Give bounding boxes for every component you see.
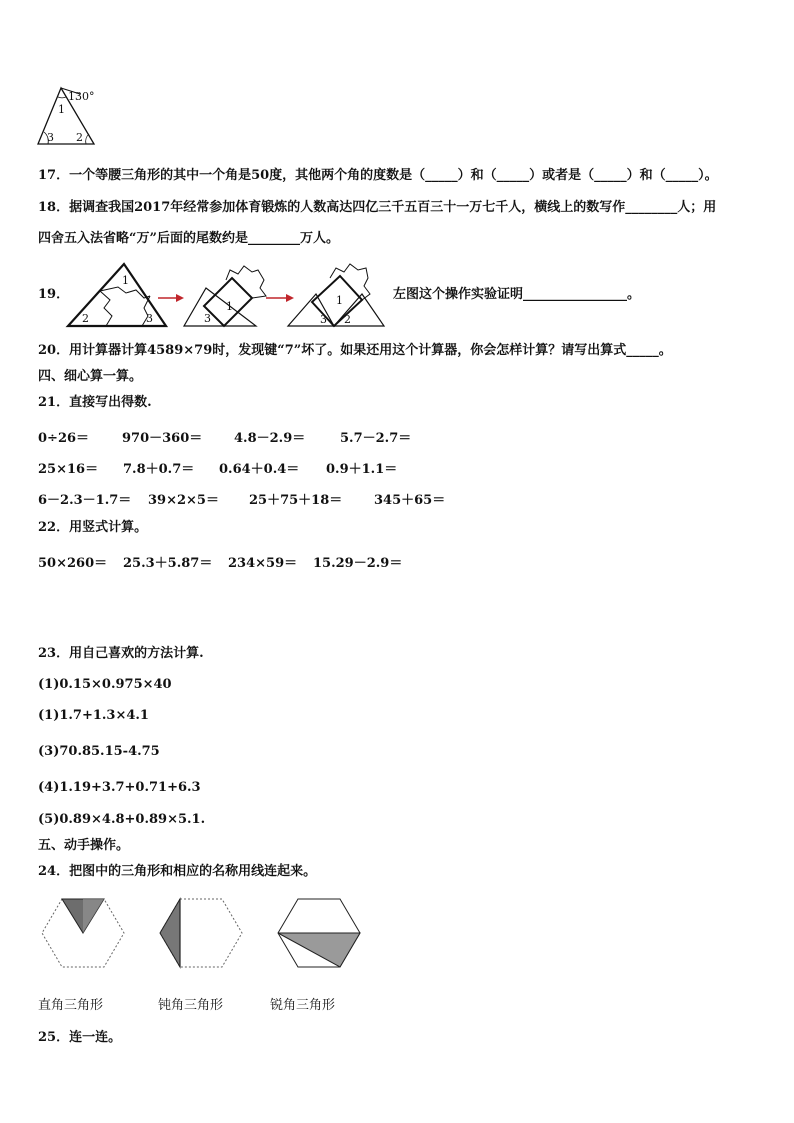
q21-item: 970－360＝ <box>122 431 203 446</box>
q21-item: 25＋75＋18＝ <box>249 493 343 508</box>
q16-angle-label: 130° <box>68 90 95 103</box>
q22-item: 15.29－2.9＝ <box>313 556 403 571</box>
q24-hexagon-2 <box>158 897 244 971</box>
q19-label-2a: 2 <box>82 312 89 325</box>
q18-line2: 四舍五入法省略“万”后面的尾数约是________万人。 <box>38 231 339 246</box>
q23-item-5: (5)0.89×4.8+0.89×5.1. <box>38 812 206 827</box>
q23-item-1: (1)0.15×0.975×40 <box>38 677 172 692</box>
q21-item: 6－2.3－1.7＝ <box>38 493 132 508</box>
q22-item: 25.3＋5.87＝ <box>123 556 213 571</box>
q19-label-1c: 1 <box>336 294 343 307</box>
q24-name-acute: 锐角三角形 <box>270 998 336 1013</box>
q20-text: 20．用计算器计算4589×79时，发现键“7”坏了。如果还用这个计算器，你会怎样计算？请写出算式_____。 <box>38 343 672 358</box>
q16-triangle-figure <box>34 84 104 148</box>
q21-item: 0.9＋1.1＝ <box>326 462 398 477</box>
q21-item: 25×16＝ <box>38 462 99 477</box>
q22-item: 234×59＝ <box>228 556 298 571</box>
q24-triangle-3 <box>278 933 360 967</box>
q18-line1: 18．据调查我国2017年经常参加体育锻炼的人数高达四亿三千五百三十一万七千人，横线上的数写作________人；用 <box>38 200 717 215</box>
q21-item: 345＋65＝ <box>374 493 446 508</box>
q24-hexagon-1 <box>40 897 126 971</box>
q24-name-right: 直角三角形 <box>38 998 104 1013</box>
q24-name-obtuse: 钝角三角形 <box>158 998 224 1013</box>
q22-title: 22．用竖式计算。 <box>38 520 148 535</box>
q16-angle-2: 2 <box>76 131 83 144</box>
q19-label-2c: 2 <box>344 313 351 326</box>
q21-title: 21．直接写出得数. <box>38 395 152 410</box>
q19-diagram <box>66 260 391 332</box>
q17-text: 17．一个等腰三角形的其中一个角是50度，其他两个角的度数是（_____）和（_____）或者是（_____）和（_____）。 <box>38 168 718 183</box>
q19-text: 左图这个操作实验证明________________。 <box>393 287 641 302</box>
q21-item: 39×2×5＝ <box>148 493 219 508</box>
q21-item: 7.8＋0.7＝ <box>123 462 195 477</box>
q24-triangle-2 <box>160 899 180 967</box>
q19-label-1b: 1 <box>226 300 233 313</box>
q24-hexagon-3 <box>276 897 362 971</box>
q25-title: 25．连一连。 <box>38 1030 122 1045</box>
q23-item-3: (3)70.85.15-4.75 <box>38 744 160 759</box>
q23-title: 23．用自己喜欢的方法计算. <box>38 646 204 661</box>
q23-item-4: (4)1.19+3.7+0.71+6.3 <box>38 780 201 795</box>
section4-title: 四、细心算一算。 <box>38 369 143 384</box>
q19-label-1a: 1 <box>122 274 129 287</box>
q16-angle-3: 3 <box>47 131 54 144</box>
section5-title: 五、动手操作。 <box>38 838 130 853</box>
q21-item: 4.8－2.9＝ <box>234 431 306 446</box>
q22-item: 50×260＝ <box>38 556 108 571</box>
q19-label-3a: 3 <box>146 312 153 325</box>
q19-number: 19． <box>38 287 70 302</box>
q23-item-2: (1)1.7+1.3×4.1 <box>38 708 149 723</box>
q16-angle-1: 1 <box>58 103 65 116</box>
q21-item: 0÷26＝ <box>38 431 90 446</box>
q21-item: 5.7－2.7＝ <box>340 431 412 446</box>
q19-label-3b: 3 <box>204 312 211 325</box>
q24-title: 24．把图中的三角形和相应的名称用线连起来。 <box>38 864 317 879</box>
q19-label-3c: 3 <box>320 313 327 326</box>
q21-item: 0.64＋0.4＝ <box>219 462 300 477</box>
